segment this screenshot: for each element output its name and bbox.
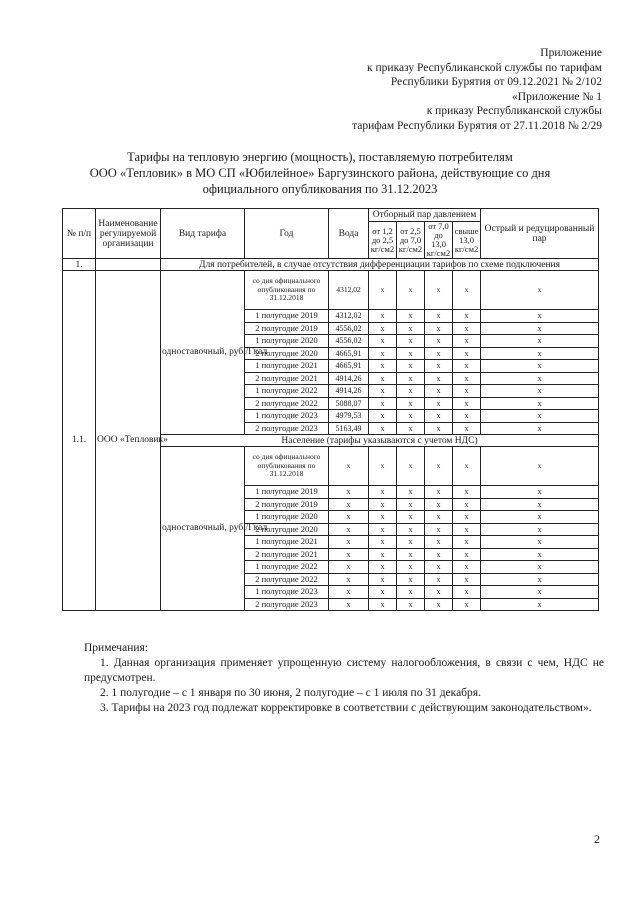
water-value: x xyxy=(329,548,369,561)
period: 1 полугодие 2023 xyxy=(245,586,329,599)
header-num: № п/п xyxy=(63,209,96,259)
empty-value-x: x xyxy=(453,397,481,410)
water-value: x xyxy=(329,486,369,499)
title-line: Тарифы на тепловую энергию (мощность), поставляемую потребителям xyxy=(127,150,513,164)
empty-value-x: x xyxy=(369,271,397,310)
header-tariff-type: Вид тарифа xyxy=(161,209,245,259)
tariff-type: одноставочный, руб./Гкал xyxy=(161,447,245,611)
empty-value-x: x xyxy=(397,523,425,536)
empty-value-x: x xyxy=(453,322,481,335)
water-value: 4914,26 xyxy=(329,385,369,398)
empty-value-x: x xyxy=(397,335,425,348)
empty-value-x: x xyxy=(453,410,481,423)
period: 2 полугодие 2023 xyxy=(245,422,329,435)
note-item: 3. Тарифы на 2023 год подлежат корректировке в соответствии с действующим законодательством». xyxy=(100,702,592,714)
empty-value-x: x xyxy=(481,385,599,398)
header-sharp-steam: Острый и редуцированный пар xyxy=(481,209,599,259)
empty-value-x: x xyxy=(453,561,481,574)
empty-value-x: x xyxy=(425,523,453,536)
empty-value-x: x xyxy=(397,422,425,435)
water-value: x xyxy=(329,536,369,549)
period: 1 полугодие 2021 xyxy=(245,360,329,373)
empty-value-x: x xyxy=(397,498,425,511)
appendix-line: Республики Бурятия от 09.12.2021 № 2/102 xyxy=(390,76,602,88)
water-value: 4556,02 xyxy=(329,322,369,335)
empty-value-x: x xyxy=(369,598,397,611)
appendix-line: к приказу Республиканской службы xyxy=(426,105,602,117)
header-steam-col: от 7,0 до 13,0 кг/см2 xyxy=(425,222,453,259)
empty-value-x: x xyxy=(453,447,481,486)
water-value: 4556,02 xyxy=(329,335,369,348)
empty-value-x: x xyxy=(425,397,453,410)
empty-value-x: x xyxy=(425,586,453,599)
empty-value-x: x xyxy=(425,372,453,385)
period: 2 полугодие 2022 xyxy=(245,573,329,586)
empty-value-x: x xyxy=(425,598,453,611)
period: со дня официального опубликования по 31.12.2018 xyxy=(245,447,329,486)
empty-value-x: x xyxy=(369,347,397,360)
appendix-line: «Приложение № 1 xyxy=(512,90,602,103)
water-value: 4312,02 xyxy=(329,310,369,323)
empty-value-x: x xyxy=(481,536,599,549)
page-number: 2 xyxy=(594,832,600,846)
empty-value-x: x xyxy=(481,397,599,410)
header-water: Вода xyxy=(329,209,369,259)
appendix-line: Приложение xyxy=(540,47,602,59)
empty-value-x: x xyxy=(425,447,453,486)
empty-value-x: x xyxy=(425,536,453,549)
empty-value-x: x xyxy=(481,486,599,499)
empty-value-x: x xyxy=(481,360,599,373)
empty-value-x: x xyxy=(425,422,453,435)
empty-value-x: x xyxy=(369,523,397,536)
water-value: 4914,26 xyxy=(329,372,369,385)
empty-value-x: x xyxy=(397,310,425,323)
empty-value-x: x xyxy=(453,385,481,398)
row-number: 1.1. xyxy=(63,271,96,611)
water-value: 4312,02 xyxy=(329,271,369,310)
period: 2 полугодие 2023 xyxy=(245,598,329,611)
empty-value-x: x xyxy=(369,322,397,335)
header-steam-group: Отборный пар давлением xyxy=(369,209,481,222)
title-line: официального опубликования по 31.12.2023 xyxy=(202,182,438,196)
empty-value-x: x xyxy=(397,347,425,360)
period: 1 полугодие 2022 xyxy=(245,385,329,398)
empty-value-x: x xyxy=(369,486,397,499)
empty-value-x: x xyxy=(425,360,453,373)
empty-value-x: x xyxy=(425,410,453,423)
period: 1 полугодие 2020 xyxy=(245,511,329,524)
empty-value-x: x xyxy=(369,410,397,423)
period: 1 полугодие 2019 xyxy=(245,486,329,499)
empty-value-x: x xyxy=(369,360,397,373)
empty-value-x: x xyxy=(481,322,599,335)
empty-value-x: x xyxy=(481,310,599,323)
empty-value-x: x xyxy=(481,422,599,435)
section-row xyxy=(63,259,599,271)
section-label: Население (тарифы указываются с учетом НДС) xyxy=(161,435,599,447)
empty-value-x: x xyxy=(481,447,599,486)
empty-value-x: x xyxy=(453,347,481,360)
header-year: Год xyxy=(245,209,329,259)
water-value: 5163,49 xyxy=(329,422,369,435)
empty-value-x: x xyxy=(397,536,425,549)
table-row xyxy=(63,271,599,310)
water-value: 4979,53 xyxy=(329,410,369,423)
empty-value-x: x xyxy=(397,573,425,586)
empty-value-x: x xyxy=(397,561,425,574)
empty-value-x: x xyxy=(453,271,481,310)
empty-value-x: x xyxy=(369,573,397,586)
empty-value-x: x xyxy=(397,586,425,599)
empty-value-x: x xyxy=(453,573,481,586)
water-value: 4665,91 xyxy=(329,347,369,360)
empty-value-x: x xyxy=(369,511,397,524)
empty-value-x: x xyxy=(369,498,397,511)
empty-value-x: x xyxy=(369,536,397,549)
water-value: 4665,91 xyxy=(329,360,369,373)
notes xyxy=(84,641,604,716)
water-value: x xyxy=(329,598,369,611)
empty-value-x: x xyxy=(369,397,397,410)
appendix-line: тарифам Республики Бурятия от 27.11.2018 № 2/29 xyxy=(352,119,602,132)
empty-value-x: x xyxy=(453,360,481,373)
empty-value-x: x xyxy=(453,372,481,385)
row-number: 1. xyxy=(63,259,96,271)
empty-value-x: x xyxy=(397,271,425,310)
document-title xyxy=(60,149,580,197)
period: 2 полугодие 2022 xyxy=(245,397,329,410)
empty-value-x: x xyxy=(453,422,481,435)
empty-value-x: x xyxy=(481,347,599,360)
empty-value-x: x xyxy=(453,586,481,599)
empty-value-x: x xyxy=(369,335,397,348)
period: 2 полугодие 2019 xyxy=(245,498,329,511)
empty-value-x: x xyxy=(369,385,397,398)
section-label: Для потребителей, в случае отсутствия дифференциации тарифов по схеме подключения xyxy=(161,259,599,271)
empty-value-x: x xyxy=(397,548,425,561)
header-steam-col: свыше 13,0 кг/см2 xyxy=(453,222,481,259)
empty-value-x: x xyxy=(453,511,481,524)
water-value: 5088,07 xyxy=(329,397,369,410)
period: 2 полугодие 2021 xyxy=(245,372,329,385)
empty-value-x: x xyxy=(369,447,397,486)
empty-value-x: x xyxy=(397,397,425,410)
header-org: Наименование регулируемой организации xyxy=(96,209,161,259)
period: 1 полугодие 2021 xyxy=(245,536,329,549)
empty-value-x: x xyxy=(397,447,425,486)
empty-value-x: x xyxy=(481,271,599,310)
water-value: x xyxy=(329,511,369,524)
empty-value-x: x xyxy=(425,271,453,310)
empty-value-x: x xyxy=(397,322,425,335)
note-item: 1. Данная организация применяет упрощенную систему налогообложения, в связи с чем, НДС не предусмотрен. xyxy=(84,657,604,684)
empty-value-x: x xyxy=(425,347,453,360)
empty-value-x: x xyxy=(397,385,425,398)
water-value: x xyxy=(329,447,369,486)
empty-value-x: x xyxy=(481,523,599,536)
empty-value-x: x xyxy=(425,335,453,348)
period: 2 полугодие 2020 xyxy=(245,347,329,360)
empty-value-x: x xyxy=(481,548,599,561)
empty-value-x: x xyxy=(453,335,481,348)
empty-value-x: x xyxy=(481,511,599,524)
period: 2 полугодие 2020 xyxy=(245,523,329,536)
empty-value-x: x xyxy=(425,322,453,335)
empty-value-x: x xyxy=(481,573,599,586)
empty-value-x: x xyxy=(369,372,397,385)
empty-value-x: x xyxy=(453,310,481,323)
empty-value-x: x xyxy=(425,486,453,499)
appendix-header xyxy=(352,46,602,133)
header-steam-col: от 1,2 до 2,5 кг/см2 xyxy=(369,222,397,259)
empty-value-x: x xyxy=(425,511,453,524)
empty-value-x: x xyxy=(369,586,397,599)
empty-value-x: x xyxy=(481,372,599,385)
empty-value-x: x xyxy=(481,498,599,511)
note-item: 2. 1 полугодие – с 1 января по 30 июня, 2 полугодие – с 1 июля по 31 декабря. xyxy=(100,687,481,699)
empty-value-x: x xyxy=(425,561,453,574)
notes-heading: Примечания: xyxy=(84,642,148,654)
empty-value-x: x xyxy=(397,360,425,373)
water-value: x xyxy=(329,561,369,574)
period: 1 полугодие 2023 xyxy=(245,410,329,423)
period: 1 полугодие 2019 xyxy=(245,310,329,323)
empty-value-x: x xyxy=(453,523,481,536)
water-value: x xyxy=(329,523,369,536)
empty-value-x: x xyxy=(481,335,599,348)
period: 1 полугодие 2020 xyxy=(245,335,329,348)
empty-value-x: x xyxy=(369,422,397,435)
empty-value-x: x xyxy=(453,598,481,611)
empty-value-x: x xyxy=(425,548,453,561)
title-line: ООО «Тепловик» в МО СП «Юбилейное» Баргузинского района, действующие со дня xyxy=(89,166,551,180)
empty-value-x: x xyxy=(425,310,453,323)
empty-value-x: x xyxy=(481,598,599,611)
appendix-line: к приказу Республиканской службы по тарифам xyxy=(367,61,602,74)
org-name: ООО «Тепловик» xyxy=(96,271,161,611)
water-value: x xyxy=(329,498,369,511)
period: 2 полугодие 2019 xyxy=(245,322,329,335)
empty-value-x: x xyxy=(481,586,599,599)
empty-value-x: x xyxy=(481,410,599,423)
empty-value-x: x xyxy=(453,486,481,499)
tariff-type: одноставочный, руб./Гкал xyxy=(161,271,245,435)
tariff-table xyxy=(62,208,599,611)
empty-value-x: x xyxy=(369,548,397,561)
header-steam-col: от 2,5 до 7,0 кг/см2 xyxy=(397,222,425,259)
period: со дня официального опубликования по 31.12.2018 xyxy=(245,271,329,310)
empty-value-x: x xyxy=(425,498,453,511)
empty-value-x: x xyxy=(397,372,425,385)
empty-value-x: x xyxy=(397,410,425,423)
empty-value-x: x xyxy=(397,598,425,611)
empty-value-x: x xyxy=(369,561,397,574)
empty-value-x: x xyxy=(425,385,453,398)
water-value: x xyxy=(329,586,369,599)
empty-value-x: x xyxy=(481,561,599,574)
empty-value-x: x xyxy=(453,498,481,511)
empty-value-x: x xyxy=(397,511,425,524)
empty-value-x: x xyxy=(425,573,453,586)
empty-value-x: x xyxy=(453,536,481,549)
water-value: x xyxy=(329,573,369,586)
period: 2 полугодие 2021 xyxy=(245,548,329,561)
org-cell-empty xyxy=(96,259,161,271)
empty-value-x: x xyxy=(397,486,425,499)
empty-value-x: x xyxy=(453,548,481,561)
period: 1 полугодие 2022 xyxy=(245,561,329,574)
empty-value-x: x xyxy=(369,310,397,323)
